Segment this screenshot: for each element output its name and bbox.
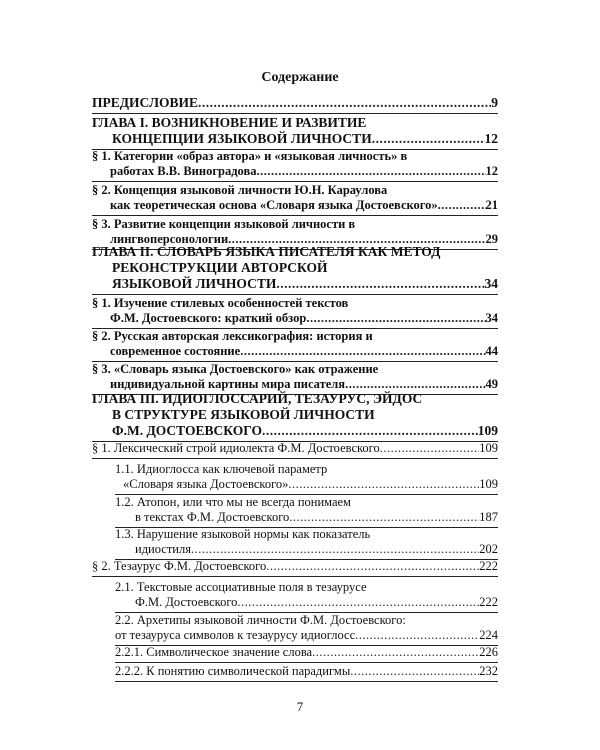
toc-entry-title: ЯЗЫКОВОЙ ЛИЧНОСТИ: [112, 276, 277, 291]
toc-entry-title: 1.3. Нарушение языковой нормы как показатель: [115, 527, 371, 541]
toc-entry-preface[interactable]: [92, 95, 498, 111]
toc-entry-2-2-1[interactable]: [115, 645, 498, 660]
toc-entry-title: идиостиля: [135, 542, 191, 556]
toc-entry-page: 109: [479, 441, 498, 455]
toc-entry-ch2-sec1[interactable]: [92, 296, 498, 326]
toc-entry-title: § 2. Русская авторская лексикография: история и: [92, 329, 373, 343]
toc-entry-title: Ф.М. ДОСТОЕВСКОГО: [112, 423, 262, 438]
toc-entry-title: «Словаря языка Достоевского»: [123, 477, 289, 491]
toc-entry-title: 1.1. Идиоглосса как ключевой параметр: [115, 462, 328, 476]
toc-entry-2-2-2[interactable]: [115, 664, 498, 679]
toc-entry-page: 222: [479, 559, 498, 573]
toc-entry-chapter-1[interactable]: [92, 115, 498, 147]
toc-entry-title: лингвоперсонологии: [110, 232, 229, 246]
toc-entry-title: § 1. Категории «образ автора» и «языковая личность» в: [92, 149, 408, 163]
toc-entry-title: ГЛАВА I. ВОЗНИКНОВЕНИЕ И РАЗВИТИЕ: [92, 115, 367, 130]
toc-entry-ch1-sec1[interactable]: [92, 149, 498, 179]
toc-entry-page: 109: [479, 477, 498, 491]
toc-entry-title: Ф.М. Достоевского: краткий обзор: [110, 311, 307, 325]
toc-entry-title: § 1. Лексический строй идиолекта Ф.М. Достоевского: [92, 441, 380, 455]
toc-entry-title: РЕКОНСТРУКЦИИ АВТОРСКОЙ: [112, 260, 328, 275]
toc-entry-title: 2.2. Архетипы языковой личности Ф.М. Достоевского:: [115, 613, 406, 627]
toc-entry-2-1[interactable]: [115, 580, 498, 610]
toc-entry-title: В СТРУКТУРЕ ЯЗЫКОВОЙ ЛИЧНОСТИ: [112, 407, 375, 422]
toc-entry-page: 34: [485, 311, 498, 325]
toc-entry-title: Ф.М. Достоевского: [135, 595, 238, 609]
toc-entry-title: § 2. Тезаурус Ф.М. Достоевского: [92, 559, 267, 573]
toc-entry-title: современное состояние: [110, 344, 241, 358]
toc-entry-title: 2.1. Текстовые ассоциативные поля в тезаурусе: [115, 580, 367, 594]
toc-entry-page: 226: [479, 645, 498, 659]
toc-entry-chapter-3[interactable]: [92, 391, 498, 439]
toc-entry-1-3[interactable]: [115, 527, 498, 557]
toc-entry-page: 232: [479, 664, 498, 678]
toc-entry-page: 222: [479, 595, 498, 609]
toc-entry-title: ПРЕДИСЛОВИЕ: [92, 95, 199, 110]
toc-entry-page: 12: [484, 131, 498, 146]
toc-entry-title: § 2. Концепция языковой личности Ю.Н. Караулова: [92, 183, 388, 197]
toc-entry-title: как теоретическая основа «Словаря языка Достоевского»: [110, 198, 438, 212]
toc-entry-title: 2.2.1. Символическое значение слова: [115, 645, 313, 659]
toc-entry-title: 2.2.2. К понятию символической парадигмы: [115, 664, 351, 678]
toc-entry-ch1-sec2[interactable]: [92, 183, 498, 213]
toc-entry-page: 109: [477, 423, 498, 438]
toc-entry-page: 224: [479, 628, 498, 642]
page-number: 7: [296, 699, 304, 714]
toc-entry-ch3-sec1[interactable]: [92, 441, 498, 456]
toc-entry-title: КОНЦЕПЦИИ ЯЗЫКОВОЙ ЛИЧНОСТИ: [112, 131, 372, 146]
toc-entry-title: § 1. Изучение стилевых особенностей текстов: [92, 296, 349, 310]
toc-entry-chapter-2[interactable]: [92, 244, 498, 292]
toc-entry-ch2-sec2[interactable]: [92, 329, 498, 359]
toc-entry-title: от тезауруса символов к тезаурусу идиоглосс: [115, 628, 356, 642]
toc-entry-page: 202: [479, 542, 498, 556]
toc-entry-page: 12: [485, 164, 498, 178]
toc-entry-title: в текстах Ф.М. Достоевского: [135, 510, 290, 524]
toc-entry-title: 1.2. Атопон, или что мы не всегда понимаем: [115, 495, 351, 509]
toc-entry-page: 34: [484, 276, 498, 291]
toc-entry-title: ГЛАВА II. СЛОВАРЬ ЯЗЫКА ПИСАТЕЛЯ КАК МЕТОД: [92, 244, 441, 259]
toc-entry-2-2[interactable]: [115, 613, 498, 643]
toc-entry-page: 49: [485, 377, 498, 391]
toc-entry-title: § 3. Развитие концепции языковой личности в: [92, 217, 356, 231]
toc-entry-ch2-sec3[interactable]: [92, 362, 498, 392]
toc-entry-title: § 3. «Словарь языка Достоевского» как отражение: [92, 362, 379, 376]
toc-entry-page: 29: [485, 232, 498, 246]
toc-entry-page: 9: [491, 95, 498, 110]
toc-entry-page: 44: [485, 344, 498, 358]
toc-entry-page: 187: [479, 510, 498, 524]
toc-entry-ch1-sec3[interactable]: [92, 217, 498, 247]
page-title: Содержание: [261, 70, 339, 85]
toc-entry-title: работах В.В. Виноградова: [110, 164, 257, 178]
toc-entry-page: 21: [485, 198, 498, 212]
toc-entry-title: ГЛАВА III. ИДИОГЛОССАРИЙ, ТЕЗАУРУС, ЭЙДОС: [92, 391, 423, 406]
toc-entry-1-2[interactable]: [115, 495, 498, 525]
toc-entry-1-1[interactable]: [115, 462, 498, 492]
toc-entry-title: индивидуальной картины мира писателя: [110, 377, 346, 391]
toc-entry-ch3-sec2[interactable]: [92, 559, 498, 574]
